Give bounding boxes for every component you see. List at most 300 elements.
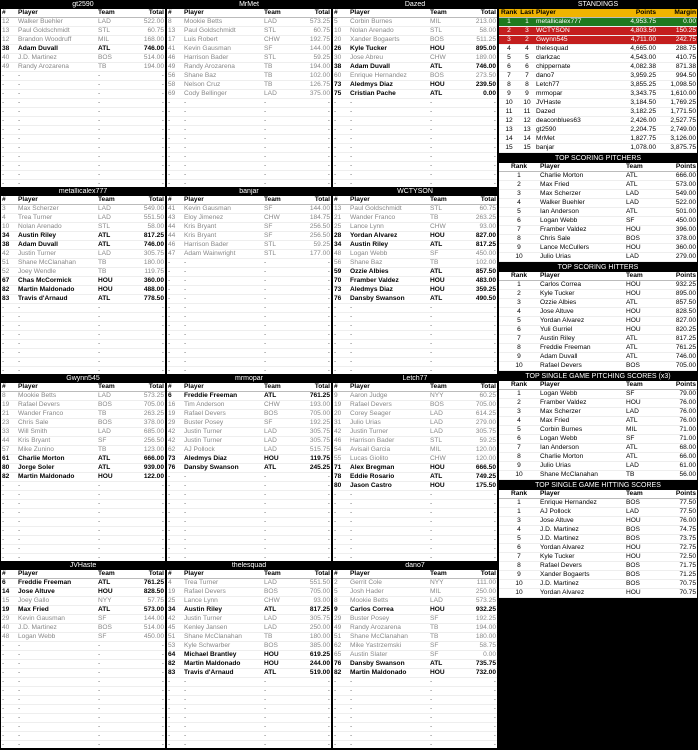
- header-points: Points: [659, 163, 697, 172]
- score-rank: 2: [499, 181, 539, 190]
- player-name: -: [17, 509, 97, 518]
- player-rank: -: [1, 90, 17, 99]
- player-total: 378.00: [127, 419, 165, 428]
- player-name: Shane Baz: [183, 72, 263, 81]
- roster-row: [333, 678, 497, 687]
- player-rank: 3: [1, 205, 17, 214]
- score-team: HOU: [625, 553, 659, 562]
- player-team: MIL: [429, 18, 459, 27]
- player-team: -: [97, 491, 127, 500]
- player-rank: 13: [333, 205, 349, 214]
- player-name: Tim Anderson: [183, 401, 263, 410]
- player-total: -: [293, 277, 331, 286]
- roster-row: [1, 464, 165, 473]
- score-points: 666.00: [659, 172, 697, 181]
- player-name: Julio Urias: [349, 419, 429, 428]
- roster-row: [333, 527, 497, 536]
- standing-team-name: mrmopar: [535, 90, 617, 99]
- roster-row: [333, 741, 497, 749]
- player-team: -: [429, 313, 459, 322]
- player-team: -: [97, 500, 127, 509]
- player-name: -: [349, 340, 429, 349]
- roster-row: [1, 63, 165, 72]
- player-name: Josh Hader: [349, 588, 429, 597]
- player-name: -: [349, 126, 429, 135]
- roster-row: [1, 45, 165, 54]
- player-rank: 44: [167, 223, 183, 232]
- player-team: ATL: [97, 455, 127, 464]
- roster-row: [167, 491, 331, 500]
- player-team: -: [429, 518, 459, 527]
- player-team: -: [429, 545, 459, 554]
- score-team: BOS: [625, 235, 659, 244]
- player-total: -: [459, 723, 497, 732]
- score-points: 501.00: [659, 208, 697, 217]
- player-team: -: [97, 126, 127, 135]
- standing-team-name: deaconblues63: [535, 117, 617, 126]
- player-name: Aaron Judge: [349, 392, 429, 401]
- player-team: -: [97, 367, 127, 375]
- player-team: -: [263, 509, 293, 518]
- player-total: 817.25: [459, 241, 497, 250]
- player-total: -: [459, 340, 497, 349]
- roster-row: [167, 63, 331, 72]
- player-rank: 49: [333, 624, 349, 633]
- player-name: -: [17, 153, 97, 162]
- roster-row: [167, 455, 331, 464]
- score-team: HOU: [625, 399, 659, 408]
- player-name: -: [17, 358, 97, 367]
- player-rank: -: [167, 286, 183, 295]
- player-name: Paul Goldschmidt: [17, 27, 97, 36]
- player-team: -: [97, 723, 127, 732]
- player-name: Adam Duvall: [17, 241, 97, 250]
- score-player: Julio Urias: [539, 462, 625, 471]
- player-name: -: [349, 527, 429, 536]
- player-team: -: [97, 153, 127, 162]
- score-team: ATL: [625, 335, 659, 344]
- player-total: 705.00: [293, 588, 331, 597]
- roster-row: [1, 99, 165, 108]
- player-rank: 80: [333, 482, 349, 491]
- player-team: STL: [263, 54, 293, 63]
- top-scores-section: [499, 482, 697, 598]
- score-points: 450.00: [659, 217, 697, 226]
- player-total: 59.25: [293, 241, 331, 250]
- roster-row: [1, 437, 165, 446]
- player-rank: -: [1, 714, 17, 723]
- player-name: -: [17, 696, 97, 705]
- player-rank: -: [1, 304, 17, 313]
- player-rank: 76: [333, 295, 349, 304]
- roster-row: [1, 153, 165, 162]
- roster-row: [333, 509, 497, 518]
- player-total: -: [127, 732, 165, 741]
- score-player: Lance McCullers: [539, 244, 625, 253]
- player-name: J.D. Martinez: [17, 54, 97, 63]
- player-name: Kyle Tucker: [349, 45, 429, 54]
- roster-row: [167, 232, 331, 241]
- player-team: -: [97, 660, 127, 669]
- standing-rank: 12: [499, 117, 519, 126]
- team-box: [333, 375, 497, 561]
- header-team: Team: [97, 383, 127, 392]
- player-team: HOU: [263, 455, 293, 464]
- score-team: BOS: [625, 535, 659, 544]
- standing-margin: 242.75: [657, 36, 697, 45]
- roster-table: [333, 570, 497, 748]
- roster-row: [1, 117, 165, 126]
- player-total: -: [293, 259, 331, 268]
- player-total: -: [293, 162, 331, 171]
- player-rank: 56: [333, 259, 349, 268]
- player-total: -: [293, 482, 331, 491]
- roster-row: [167, 579, 331, 588]
- player-name: -: [349, 322, 429, 331]
- standing-points: 2,426.00: [617, 117, 657, 126]
- score-points: 70.75: [659, 580, 697, 589]
- team-name: mrmopar: [167, 375, 331, 383]
- player-name: Rafael Devers: [183, 410, 263, 419]
- player-total: -: [127, 518, 165, 527]
- standing-margin: 288.75: [657, 45, 697, 54]
- player-team: -: [263, 277, 293, 286]
- roster-header-row: [1, 196, 165, 205]
- header-total: Total: [293, 196, 331, 205]
- player-total: 102.00: [459, 259, 497, 268]
- player-rank: 62: [333, 642, 349, 651]
- top-scores-row: [499, 226, 697, 235]
- score-team: LAD: [625, 508, 659, 517]
- player-name: Corbin Burnes: [349, 18, 429, 27]
- player-rank: -: [1, 180, 17, 188]
- player-team: MIL: [429, 588, 459, 597]
- player-rank: -: [1, 696, 17, 705]
- player-rank: -: [167, 741, 183, 749]
- player-total: 144.00: [293, 45, 331, 54]
- roster-row: [167, 518, 331, 527]
- player-total: 144.00: [127, 615, 165, 624]
- player-total: 761.25: [127, 579, 165, 588]
- player-team: ATL: [429, 295, 459, 304]
- player-rank: 65: [333, 651, 349, 660]
- player-name: -: [349, 518, 429, 527]
- roster-row: [333, 428, 497, 437]
- player-team: -: [97, 651, 127, 660]
- player-team: -: [429, 349, 459, 358]
- player-team: LAD: [97, 18, 127, 27]
- player-rank: 9: [333, 606, 349, 615]
- player-name: Shane McClanahan: [183, 633, 263, 642]
- standing-rank: 2: [499, 27, 519, 36]
- player-rank: 2: [333, 579, 349, 588]
- score-rank: 7: [499, 444, 539, 453]
- player-total: -: [459, 313, 497, 322]
- player-total: 102.00: [293, 72, 331, 81]
- player-team: TB: [97, 259, 127, 268]
- score-team: BOS: [625, 499, 659, 508]
- top-scores-row: [499, 399, 697, 408]
- roster-row: [333, 286, 497, 295]
- player-rank: 13: [167, 27, 183, 36]
- score-player: Walker Buehler: [539, 199, 625, 208]
- player-name: -: [349, 358, 429, 367]
- player-rank: -: [167, 491, 183, 500]
- player-rank: 4: [1, 214, 17, 223]
- roster-row: [1, 259, 165, 268]
- player-total: -: [459, 331, 497, 340]
- team-box: [333, 1, 497, 187]
- roster-row: [1, 732, 165, 741]
- player-name: -: [17, 108, 97, 117]
- player-total: 895.00: [459, 45, 497, 54]
- player-name: -: [183, 482, 263, 491]
- score-team: HOU: [625, 244, 659, 253]
- score-points: 71.00: [659, 435, 697, 444]
- player-rank: 46: [167, 54, 183, 63]
- player-total: 123.00: [127, 446, 165, 455]
- standing-last: 4: [519, 45, 535, 54]
- player-team: STL: [97, 27, 127, 36]
- player-rank: 19: [1, 401, 17, 410]
- team-name: gt2590: [1, 1, 165, 9]
- player-rank: 44: [167, 232, 183, 241]
- player-name: Jorge Soler: [17, 464, 97, 473]
- player-team: ATL: [97, 579, 127, 588]
- player-name: -: [17, 669, 97, 678]
- roster-header-row: [167, 570, 331, 579]
- roster-row: [167, 588, 331, 597]
- player-rank: 5: [333, 18, 349, 27]
- player-total: 120.00: [459, 455, 497, 464]
- top-scores-row: [499, 535, 697, 544]
- roster-row: [333, 54, 497, 63]
- player-name: Trea Turner: [17, 214, 97, 223]
- roster-row: [1, 54, 165, 63]
- player-name: Joey Gallo: [17, 597, 97, 606]
- player-total: 279.00: [459, 419, 497, 428]
- roster-row: [333, 135, 497, 144]
- player-total: -: [459, 349, 497, 358]
- roster-row: [333, 171, 497, 180]
- header-num: #: [167, 9, 183, 18]
- roster-row: [1, 392, 165, 401]
- score-team: LAD: [625, 199, 659, 208]
- player-rank: -: [333, 313, 349, 322]
- score-rank: 2: [499, 399, 539, 408]
- player-name: Mike Yastrzemski: [349, 642, 429, 651]
- player-rank: 21: [333, 214, 349, 223]
- player-name: Lance Lynn: [183, 597, 263, 606]
- header-total: Total: [127, 383, 165, 392]
- score-points: 76.00: [659, 408, 697, 417]
- player-total: 58.00: [459, 27, 497, 36]
- standing-team-name: thelesquad: [535, 45, 617, 54]
- roster-row: [333, 340, 497, 349]
- player-team: -: [429, 358, 459, 367]
- player-name: Cody Bellinger: [183, 90, 263, 99]
- score-team: ATL: [625, 344, 659, 353]
- player-rank: 45: [167, 624, 183, 633]
- player-rank: 16: [167, 401, 183, 410]
- roster-row: [167, 687, 331, 696]
- player-total: 250.00: [293, 624, 331, 633]
- roster-header-row: [167, 383, 331, 392]
- player-team: BOS: [429, 36, 459, 45]
- player-team: -: [263, 322, 293, 331]
- player-team: STL: [429, 27, 459, 36]
- standings-section: [499, 1, 697, 153]
- roster-row: [167, 126, 331, 135]
- player-total: 60.75: [459, 205, 497, 214]
- standing-points: 4,803.50: [617, 27, 657, 36]
- standings-header-row: [499, 9, 697, 18]
- roster-row: [167, 313, 331, 322]
- score-rank: 5: [499, 317, 539, 326]
- player-name: Freddie Freeman: [183, 392, 263, 401]
- player-team: -: [263, 358, 293, 367]
- standing-last: 7: [519, 72, 535, 81]
- score-rank: 3: [499, 408, 539, 417]
- player-rank: 55: [333, 455, 349, 464]
- roster-row: [167, 162, 331, 171]
- player-team: -: [263, 331, 293, 340]
- player-team: STL: [429, 205, 459, 214]
- player-rank: -: [167, 295, 183, 304]
- player-rank: 13: [1, 27, 17, 36]
- player-name: Austin Riley: [183, 606, 263, 615]
- player-total: 705.00: [127, 401, 165, 410]
- roster-table: [333, 196, 497, 374]
- player-rank: -: [1, 723, 17, 732]
- player-team: -: [97, 482, 127, 491]
- player-total: 120.00: [459, 446, 497, 455]
- roster-row: [333, 410, 497, 419]
- top-scores-title: TOP SINGLE GAME PITCHING SCORES (x3): [499, 373, 697, 381]
- player-name: Carlos Correa: [349, 606, 429, 615]
- player-name: -: [183, 687, 263, 696]
- top-scores-title: TOP SCORING HITTERS: [499, 264, 697, 272]
- roster-row: [167, 723, 331, 732]
- player-team: -: [97, 180, 127, 188]
- player-rank: 51: [1, 259, 17, 268]
- player-team: -: [263, 696, 293, 705]
- standing-points: 3,959.25: [617, 72, 657, 81]
- player-name: Randy Arozarena: [183, 63, 263, 72]
- player-name: -: [183, 117, 263, 126]
- roster-row: [333, 554, 497, 562]
- player-rank: -: [333, 545, 349, 554]
- player-name: -: [183, 714, 263, 723]
- player-rank: 10: [333, 27, 349, 36]
- player-team: LAD: [429, 428, 459, 437]
- standing-rank: 9: [499, 90, 519, 99]
- player-total: -: [127, 554, 165, 562]
- player-team: STL: [263, 27, 293, 36]
- player-name: -: [17, 554, 97, 562]
- standing-team-name: Letch77: [535, 81, 617, 90]
- header-player: Player: [349, 9, 429, 18]
- standing-rank: 8: [499, 81, 519, 90]
- score-player: J.D. Martinez: [539, 580, 625, 589]
- player-total: 522.00: [127, 18, 165, 27]
- roster-row: [167, 223, 331, 232]
- player-team: -: [263, 153, 293, 162]
- player-name: -: [349, 696, 429, 705]
- player-team: -: [97, 340, 127, 349]
- team-roster-grid: [1, 1, 497, 749]
- roster-row: [333, 367, 497, 375]
- score-rank: 10: [499, 471, 539, 480]
- player-total: 119.75: [127, 268, 165, 277]
- player-total: -: [127, 696, 165, 705]
- player-team: -: [97, 81, 127, 90]
- player-total: -: [293, 180, 331, 188]
- player-total: -: [459, 500, 497, 509]
- player-total: 519.00: [293, 669, 331, 678]
- score-team: BOS: [625, 562, 659, 571]
- player-rank: -: [167, 358, 183, 367]
- player-team: LAD: [263, 446, 293, 455]
- player-total: -: [293, 367, 331, 375]
- roster-row: [333, 624, 497, 633]
- roster-header-row: [167, 196, 331, 205]
- player-name: Joey Wendle: [17, 268, 97, 277]
- player-rank: -: [1, 687, 17, 696]
- player-rank: 47: [167, 250, 183, 259]
- player-total: -: [293, 545, 331, 554]
- player-rank: -: [1, 518, 17, 527]
- player-total: -: [127, 322, 165, 331]
- player-total: -: [459, 153, 497, 162]
- player-total: -: [127, 144, 165, 153]
- player-rank: -: [333, 171, 349, 180]
- player-rank: -: [167, 696, 183, 705]
- player-total: 168.00: [127, 36, 165, 45]
- player-team: -: [429, 509, 459, 518]
- team-box: [333, 562, 497, 748]
- standing-rank: 10: [499, 99, 519, 108]
- player-team: ATL: [429, 241, 459, 250]
- header-team: Team: [429, 383, 459, 392]
- roster-row: [1, 446, 165, 455]
- player-rank: 14: [1, 588, 17, 597]
- roster-row: [333, 705, 497, 714]
- player-name: -: [17, 117, 97, 126]
- player-name: -: [349, 678, 429, 687]
- standing-rank: 6: [499, 63, 519, 72]
- player-team: -: [429, 705, 459, 714]
- player-team: STL: [263, 241, 293, 250]
- standing-team-name: WCTYSON: [535, 27, 617, 36]
- player-rank: -: [1, 732, 17, 741]
- player-total: -: [459, 171, 497, 180]
- player-total: -: [127, 358, 165, 367]
- player-total: 573.00: [127, 606, 165, 615]
- player-team: SF: [429, 642, 459, 651]
- player-name: Dansby Swanson: [183, 464, 263, 473]
- player-rank: -: [167, 705, 183, 714]
- player-name: Aledmys Diaz: [183, 455, 263, 464]
- header-player: Player: [183, 196, 263, 205]
- standings-row: [499, 27, 697, 36]
- score-player: Adam Duvall: [539, 353, 625, 362]
- header-player: Player: [539, 490, 625, 499]
- player-rank: 9: [333, 392, 349, 401]
- player-total: 732.00: [459, 669, 497, 678]
- score-player: Charlie Morton: [539, 172, 625, 181]
- player-total: -: [459, 687, 497, 696]
